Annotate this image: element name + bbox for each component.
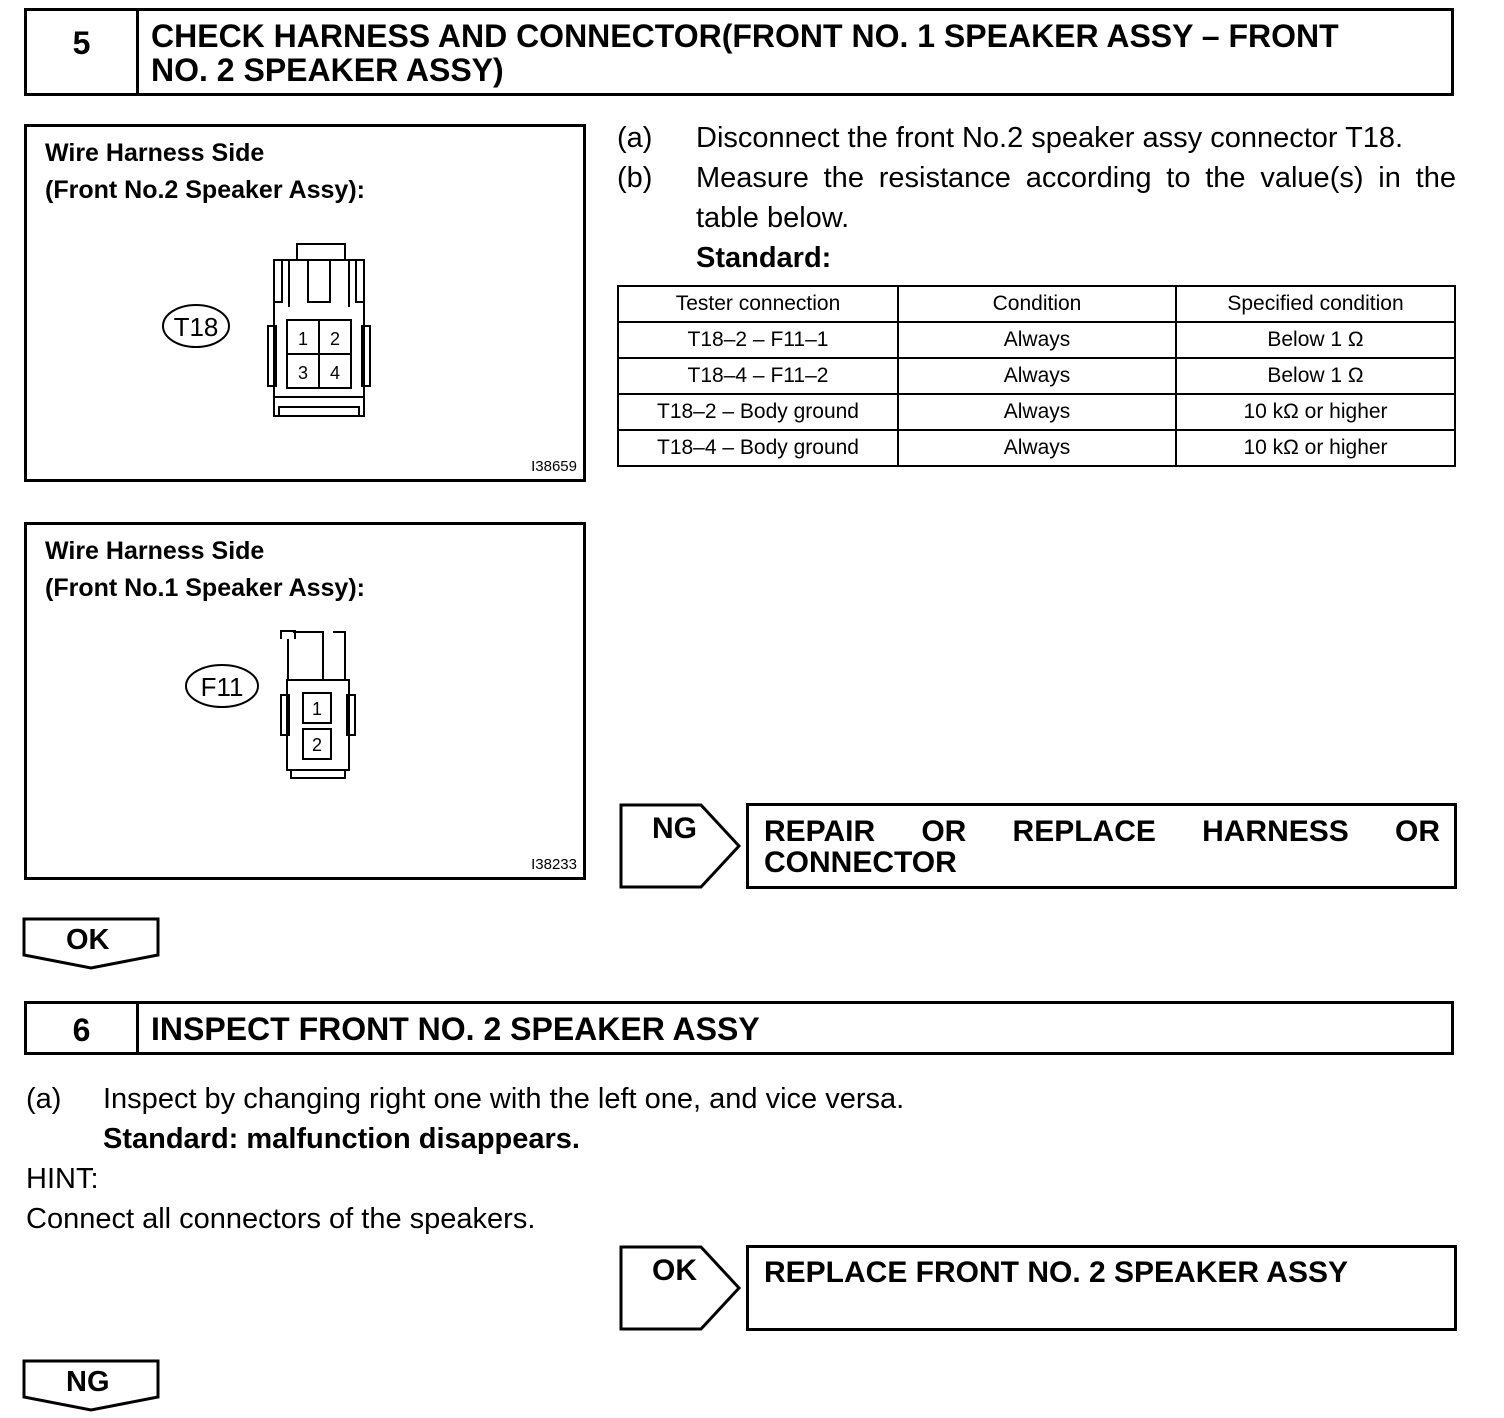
table-row [618,358,1455,394]
pin-2: 2 [329,329,341,349]
table-header: Specified condition [1176,286,1455,322]
step6-a-label: (a) [26,1083,62,1115]
caption-line-2: (Front No.2 Speaker Assy): [45,176,365,204]
hint-text: Connect all connectors of the speakers. [26,1203,536,1235]
step-5-header [24,8,1454,96]
figure-t18 [24,124,586,482]
instruction-a-text: Disconnect the front No.2 speaker assy connector T18. [696,122,1404,154]
standard-label: Standard: [696,242,832,274]
caption-line-1: Wire Harness Side [45,537,265,565]
step-title-line-1: CHECK HARNESS AND CONNECTOR(FRONT NO. 1 SPEAKER ASSY – FRONT [151,18,1339,54]
table-header-row [618,286,1455,322]
instruction-b-line-1: Measure the resistance according to the value(s) in the [696,162,1456,194]
instruction-b-label: (b) [617,162,653,194]
table-cell: 10 kΩ or higher [1176,394,1455,430]
connector-label: F11 [200,672,244,702]
step-title: INSPECT FRONT NO. 2 SPEAKER ASSY [151,1011,760,1047]
ng-result-word: REPLACE [1012,815,1156,848]
pin-3: 3 [297,363,309,383]
pin-2: 2 [311,735,323,755]
pin-4: 4 [329,363,341,383]
connector-label: T18 [173,312,219,342]
caption-line-2: (Front No.1 Speaker Assy): [45,574,365,602]
table-cell: Always [898,358,1176,394]
ok-tag: OK [652,1254,697,1287]
table-row [618,430,1455,466]
instruction-a [617,118,652,158]
connector-body [268,244,370,416]
ok-label: OK [66,924,110,956]
ng-result-box [746,803,1457,889]
t18-connector-drawing [27,127,583,479]
table-row [618,322,1455,358]
figure-code: I38659 [531,458,577,475]
ng-result-word: HARNESS [1202,815,1349,848]
table-cell: Always [898,322,1176,358]
ng-result-word: OR [921,815,967,848]
step-title [139,11,1451,93]
table-header: Tester connection [618,286,898,322]
pin-1: 1 [297,329,309,349]
ng-result-word: REPAIR [764,815,876,848]
table-cell: T18–2 – F11–1 [618,322,898,358]
table-cell: Always [898,394,1176,430]
ng-tag: NG [652,812,697,845]
table-row [618,394,1455,430]
table-cell: Always [898,430,1176,466]
instruction-a-label: (a) [617,122,653,154]
hint-label: HINT: [26,1163,99,1195]
table-cell: Below 1 Ω [1176,358,1455,394]
figure-f11 [24,522,586,880]
pin-1: 1 [311,699,323,719]
instruction-b-line-2: table below. [696,202,850,234]
caption-line-1: Wire Harness Side [45,139,265,167]
table-cell: T18–4 – Body ground [618,430,898,466]
step-6-header [24,1001,1454,1055]
figure-code: I38233 [531,856,577,873]
ng-result-line-1 [764,816,1440,847]
ok-result-box [746,1245,1457,1331]
step-number: 6 [27,1004,139,1052]
spec-table [617,285,1456,467]
ng-label: NG [66,1366,110,1398]
step-number: 5 [27,11,139,93]
step-title-line-2: NO. 2 SPEAKER ASSY) [151,52,504,88]
table-cell: Below 1 Ω [1176,322,1455,358]
table-cell: 10 kΩ or higher [1176,430,1455,466]
ng-result-line-2: CONNECTOR [764,846,957,879]
step6-standard: Standard: malfunction disappears. [103,1123,580,1155]
f11-connector-drawing [27,525,583,877]
ng-result-word: OR [1395,815,1440,848]
table-cell: T18–2 – Body ground [618,394,898,430]
table-cell: T18–4 – F11–2 [618,358,898,394]
step6-a-text: Inspect by changing right one with the left one, and vice versa. [103,1083,905,1115]
ok-result-text: REPLACE FRONT NO. 2 SPEAKER ASSY [764,1256,1348,1289]
table-header: Condition [898,286,1176,322]
